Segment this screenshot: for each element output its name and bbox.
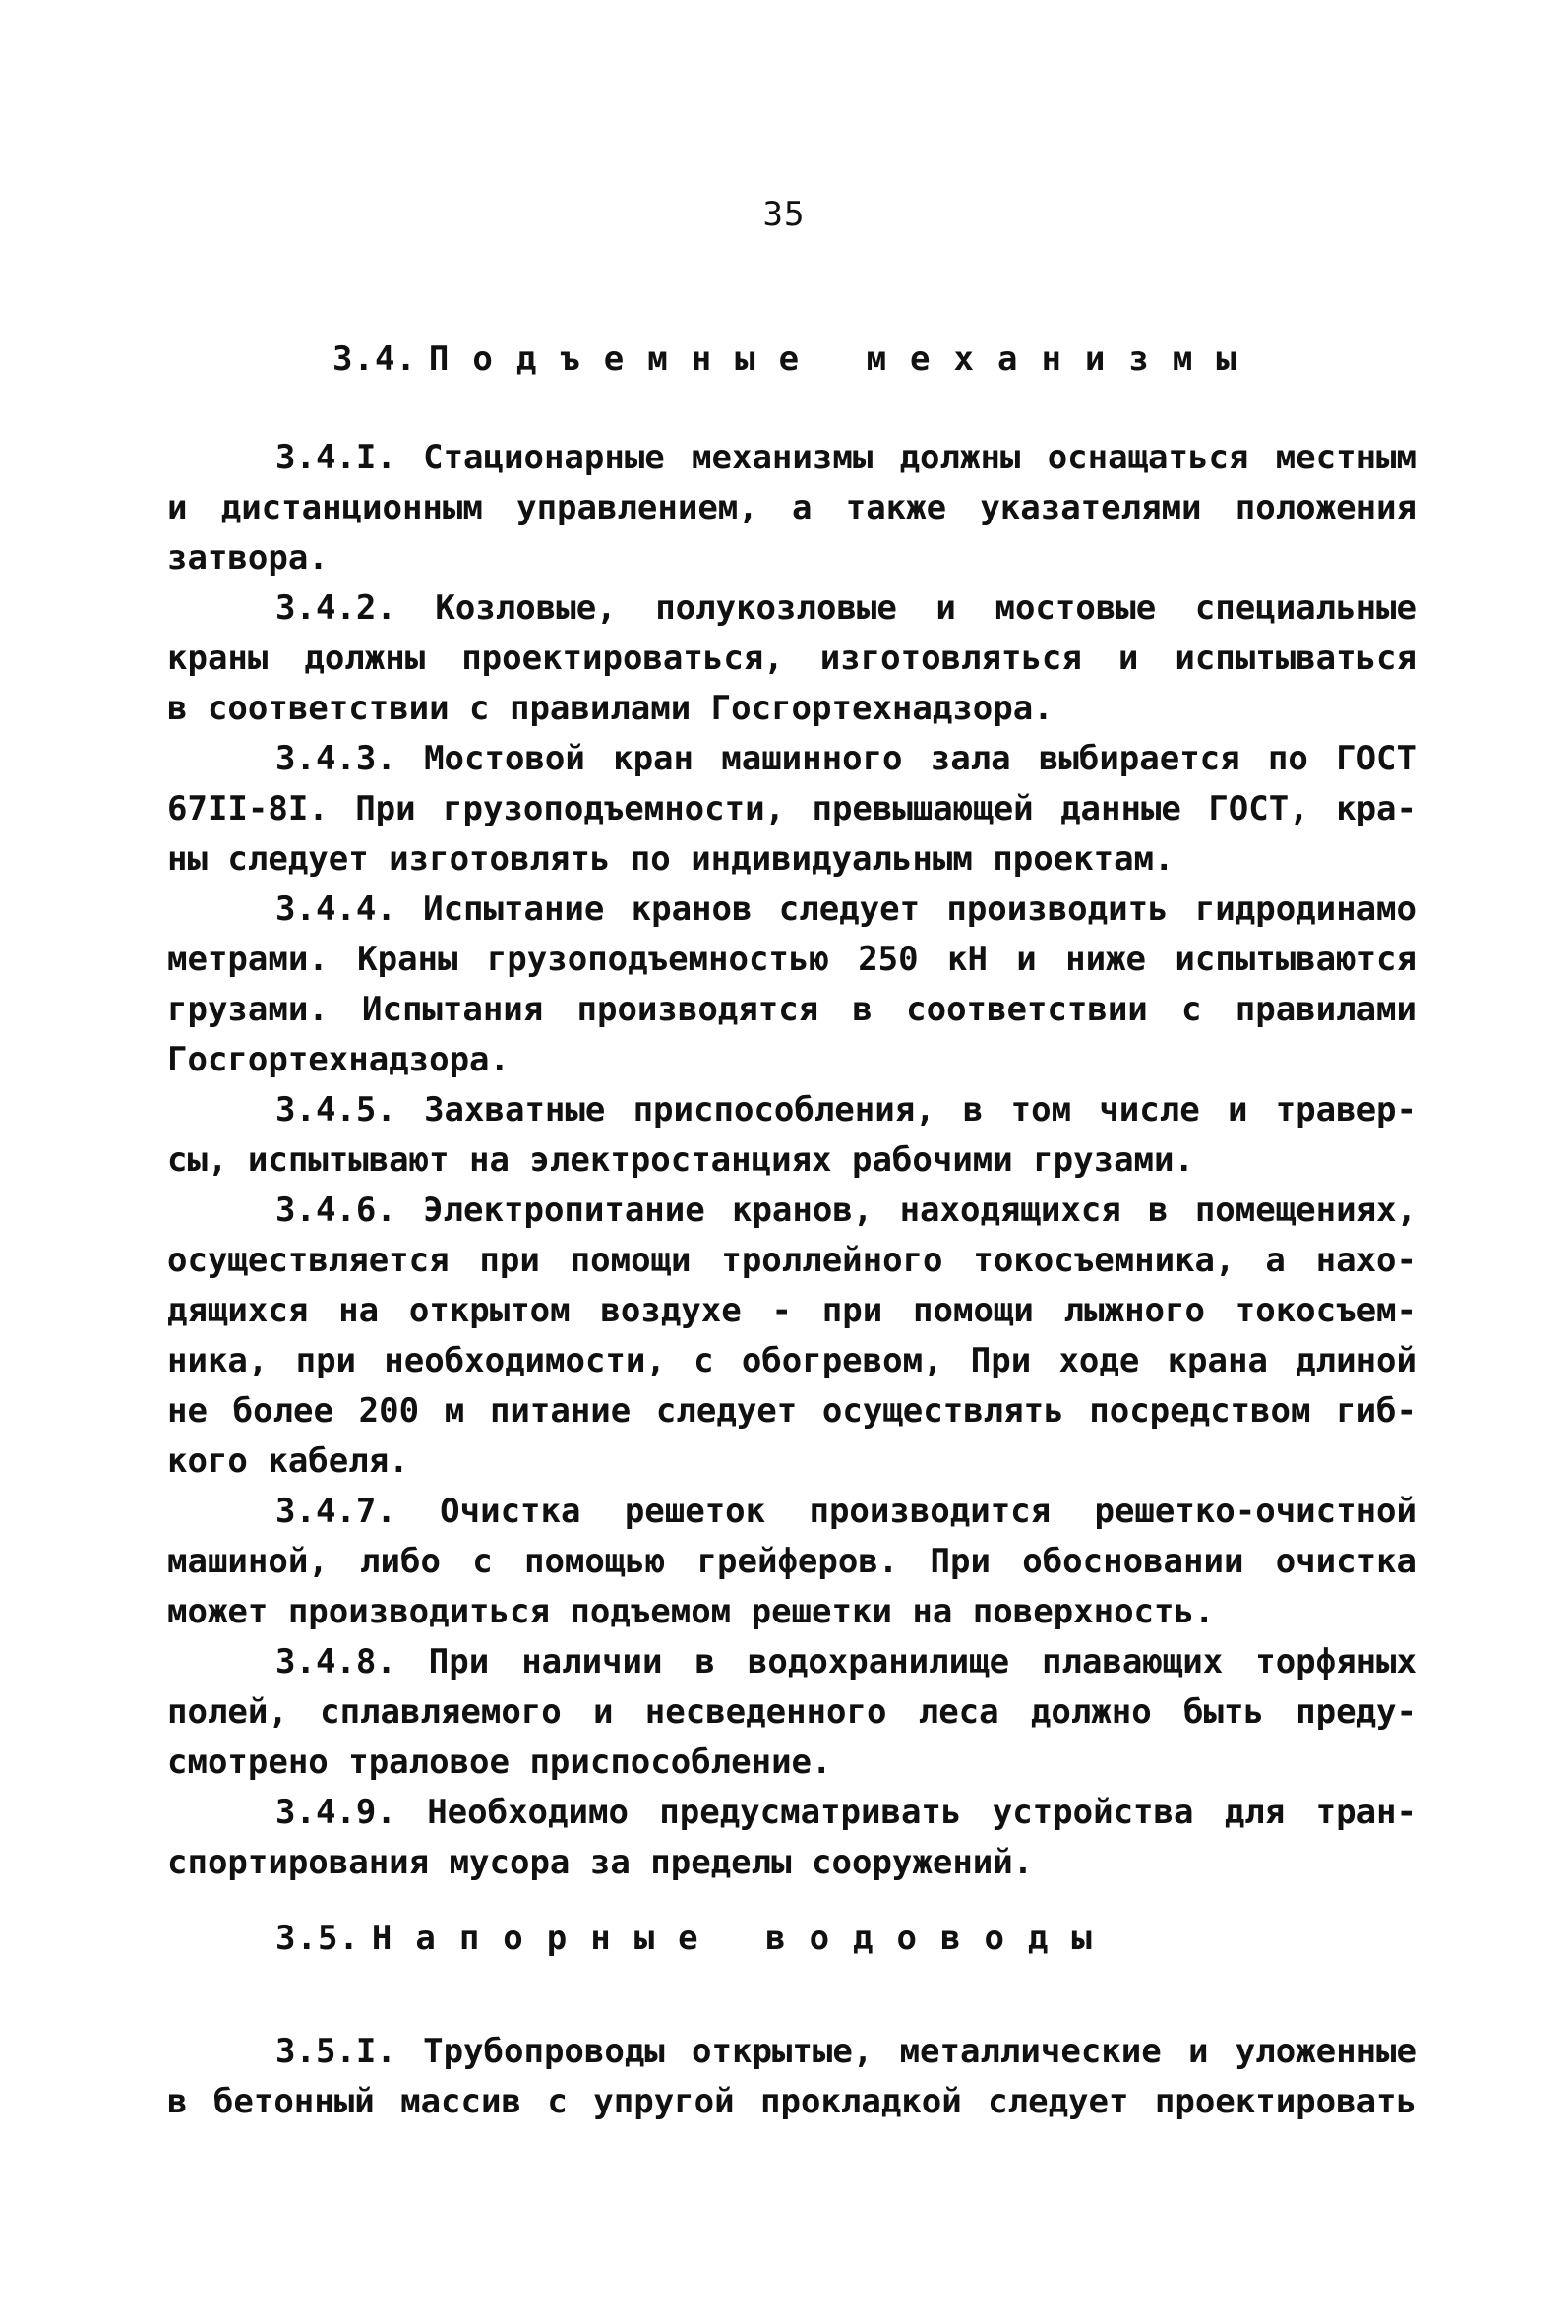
section-number: 3.5. <box>275 1919 360 1958</box>
text-line: метрами. Краны грузоподъемностью 250 кН и ниже испытываются <box>167 940 1417 979</box>
text-line: 3.4.6. Электропитание кранов, находящихся в помещениях, <box>275 1191 1417 1230</box>
text-line: не более 200 м питание следует осуществлять посредством гиб- <box>167 1391 1417 1431</box>
text-line: дящихся на открытом воздухе - при помощи лыжного токосъем- <box>167 1291 1417 1330</box>
text-line: может производиться подъемом решетки на поверхность. <box>167 1592 1215 1631</box>
paragraph-3-4-7 <box>167 1487 1417 1637</box>
paragraph-3-5-1 <box>167 2027 1417 2127</box>
paragraph-3-4-2 <box>167 583 1417 734</box>
section-number: 3.4. <box>332 339 417 379</box>
paragraph-3-4-9 <box>167 1788 1417 1888</box>
paragraph-3-4-6 <box>167 1186 1417 1487</box>
text-line: 3.4.5. Захватные приспособления, в том числе и травер- <box>275 1090 1417 1130</box>
text-line: краны должны проектироваться, изготовляться и испытываться <box>167 639 1417 678</box>
text-line: и дистанционным управлением, а также указателями положения <box>167 488 1417 527</box>
text-line: в соответствии с правилами Госгортехнадзора. <box>167 689 1054 728</box>
section-heading-3-5 <box>275 1919 1116 1958</box>
text-line: кого кабеля. <box>167 1441 409 1481</box>
text-line: 3.4.I. Стационарные механизмы должны оснащаться местным <box>275 438 1417 477</box>
text-line: 3.4.4. Испытание кранов следует производить гидродинамо <box>275 889 1417 929</box>
text-line: смотрено траловое приспособление. <box>167 1743 832 1782</box>
text-line: ны следует изготовлять по индивидуальным проектам. <box>167 839 1175 879</box>
text-line: полей, сплавляемого и несведенного леса должно быть преду- <box>167 1692 1417 1732</box>
text-line: сы, испытывают на электростанциях рабочими грузами. <box>167 1140 1194 1180</box>
text-line: затвора. <box>167 538 329 578</box>
text-line: 3.5.I. Трубопроводы открытые, металлические и уложенные <box>275 2032 1417 2071</box>
paragraph-3-4-3 <box>167 734 1417 885</box>
text-line: 67II-8I. При грузоподъемности, превышающей данные ГОСТ, кра- <box>167 789 1417 828</box>
text-line: спортирования мусора за пределы сооружений. <box>167 1843 1034 1882</box>
text-line: машиной, либо с помощью грейферов. При обосновании очистка <box>167 1542 1417 1581</box>
paragraph-3-4-5 <box>167 1085 1417 1186</box>
text-line: 3.4.2. Козловые, полукозловые и мостовые специальные <box>275 588 1417 628</box>
text-line: в бетонный массив с упругой прокладкой следует проектировать <box>167 2082 1417 2121</box>
section-heading-3-4 <box>332 339 1260 379</box>
text-line: 3.4.3. Мостовой кран машинного зала выбирается по ГОСТ <box>275 739 1417 778</box>
text-line: Госгортехнадзора. <box>167 1040 510 1079</box>
paragraph-3-4-8 <box>167 1637 1417 1788</box>
text-line: осуществляется при помощи троллейного токосъемника, а нахо- <box>167 1241 1417 1280</box>
section-title: Напорные водоводы <box>371 1919 1116 1958</box>
page-number: 35 <box>762 195 806 234</box>
text-line: 3.4.7. Очистка решеток производится решетко-очистной <box>275 1492 1417 1531</box>
text-line: ника, при необходимости, с обогревом, При ходе крана длиной <box>167 1341 1417 1380</box>
text-line: 3.4.8. При наличии в водохранилище плавающих торфяных <box>275 1642 1417 1682</box>
text-line: 3.4.9. Необходимо предусматривать устройства для тран- <box>275 1793 1417 1832</box>
section-title: Подъемные механизмы <box>428 339 1260 379</box>
paragraph-3-4-1 <box>167 433 1417 583</box>
paragraph-3-4-4 <box>167 885 1417 1085</box>
text-line: грузами. Испытания производятся в соответствии с правилами <box>167 990 1417 1029</box>
